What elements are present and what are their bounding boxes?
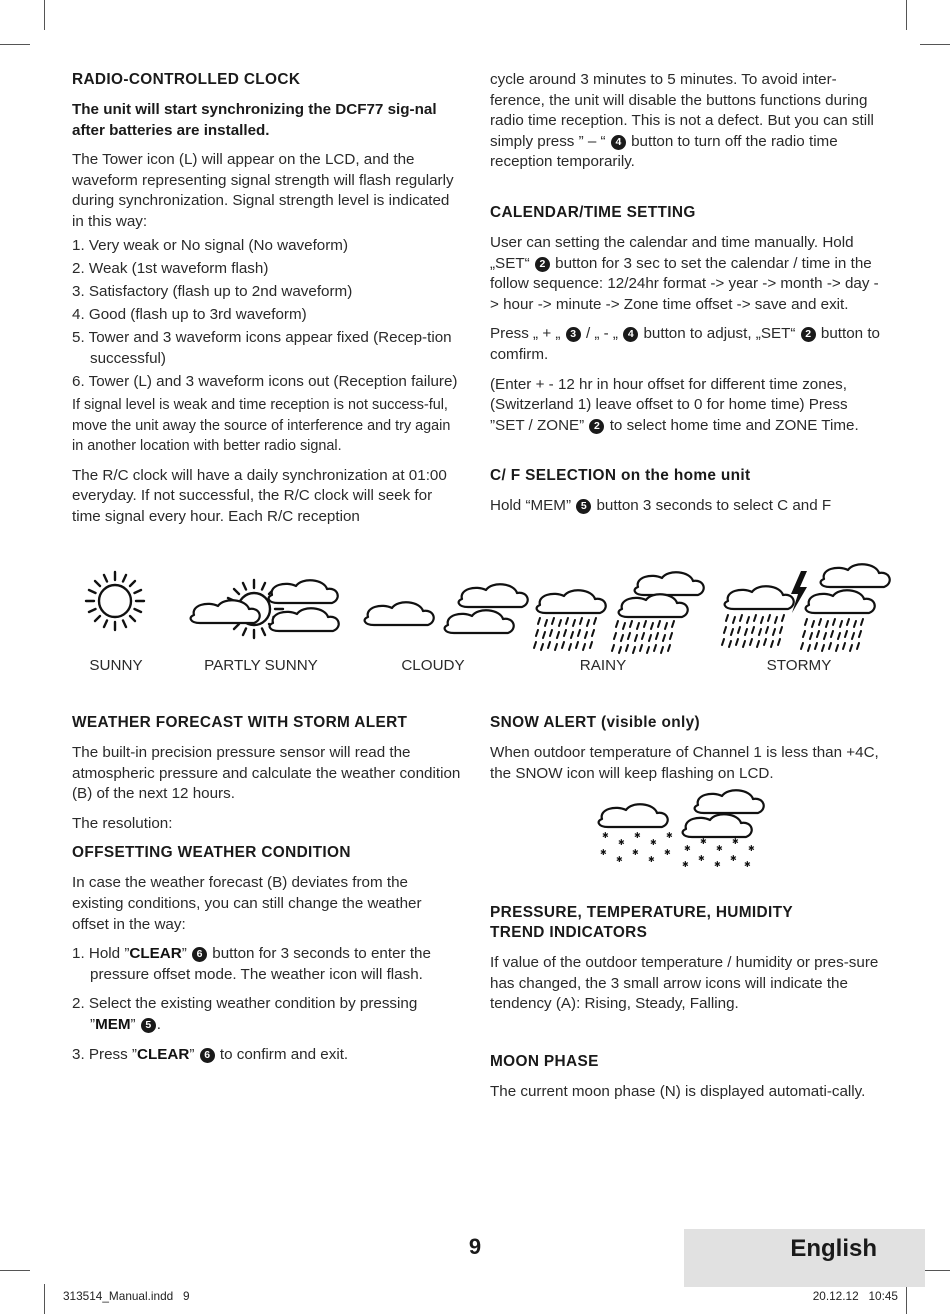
svg-text:✱: ✱ xyxy=(650,838,657,848)
radio-clock-heading: RADIO-CONTROLLED CLOCK xyxy=(72,71,301,88)
button-2-badge: 2 xyxy=(535,257,550,272)
trend-text: If value of the outdoor temperature / humidity or pres-sure has changed, the 3 small arrow icons will indicate the tendency (A): Rising, Steady, Falling. xyxy=(490,954,879,1013)
list-item: 2. Weak (1st waveform flash) xyxy=(72,259,269,277)
svg-text:✱: ✱ xyxy=(682,860,689,870)
forecast-p1: The built-in precision pressure sensor will read the atmospheric pressure and calculate the weather condition (B) of the next 12 hours. xyxy=(72,744,461,803)
snow-heading: SNOW ALERT (visible only) xyxy=(490,714,700,731)
moon-heading: MOON PHASE xyxy=(490,1052,599,1070)
svg-text:✱: ✱ xyxy=(634,831,641,841)
crop-mark xyxy=(920,44,950,45)
list-item: 3. Press ”CLEAR” 6 to confirm and exit. xyxy=(72,1045,349,1063)
continued-text: cycle around 3 minutes to 5 minutes. To avoid inter-ference, the unit will disable the buttons functions during radio time reception. This is not a defect. But you can still simply press ” – “ xyxy=(490,71,874,150)
svg-text:✱: ✱ xyxy=(748,844,755,854)
language-label: English xyxy=(790,1235,877,1262)
crop-mark xyxy=(0,44,30,45)
weather-label-cloudy: CLOUDY xyxy=(401,657,465,674)
svg-text:✱: ✱ xyxy=(616,855,623,865)
calendar-p2 xyxy=(490,324,880,365)
calendar-text: / „ - „ xyxy=(585,325,618,343)
right-top-column xyxy=(490,70,880,526)
svg-text:✱: ✱ xyxy=(666,831,673,841)
button-3-badge: 3 xyxy=(566,327,581,342)
calendar-text: to select home time and ZONE Time. xyxy=(609,416,859,434)
date-slug: 20.12.12 10:45 xyxy=(812,1289,898,1303)
weather-label-partly-sunny: PARTLY SUNNY xyxy=(204,657,318,674)
cloudy-icon xyxy=(365,584,528,633)
svg-text:✱: ✱ xyxy=(602,831,609,841)
calendar-p1 xyxy=(490,233,880,315)
crop-mark xyxy=(44,0,45,30)
snow-icon: ✱ ✱✱✱✱✱ ✱✱✱✱✱ ✱✱✱✱✱ ✱✱✱✱✱ xyxy=(490,793,880,875)
list-item: 5. Tower and 3 waveform icons appear fixed (Recep-tion successful) xyxy=(72,329,452,367)
weather-label-sunny: SUNNY xyxy=(89,657,143,674)
weak-signal-note: If signal level is weak and time reception is not success-ful, move the unit away the source of interference and try again in another location with better radio signal. xyxy=(72,397,451,455)
offset-intro: In case the weather forecast (B) deviates from the existing conditions, you can still change the weather offset in the way: xyxy=(72,874,422,933)
stormy-icon xyxy=(722,564,890,651)
svg-text:✱: ✱ xyxy=(700,837,707,847)
sunny-icon xyxy=(86,572,144,630)
weather-label-rainy: RAINY xyxy=(579,657,627,674)
radio-clock-section xyxy=(72,70,462,537)
list-item: 3. Satisfactory (flash up to 2nd waveform) xyxy=(72,282,353,300)
button-5-badge: 5 xyxy=(141,1018,156,1033)
list-item: 2. Select the existing weather condition by pressing ”MEM” 5 . xyxy=(72,995,418,1033)
list-item: 6. Tower (L) and 3 waveform icons out (Reception failure) xyxy=(72,373,458,391)
svg-text:✱: ✱ xyxy=(714,860,721,870)
crop-mark xyxy=(906,0,907,30)
button-6-badge: 6 xyxy=(192,947,207,962)
svg-text:✱: ✱ xyxy=(618,838,625,848)
language-tab xyxy=(684,1229,925,1287)
crop-mark xyxy=(0,1270,30,1271)
svg-text:✱: ✱ xyxy=(716,844,723,854)
button-6-badge: 6 xyxy=(200,1048,215,1063)
calendar-text: button for 3 sec to set the calendar / time in the follow sequence: 12/24hr format -> year -> month -> day -> hour -> minute -> Zone time offset -> save and exit. xyxy=(490,254,879,313)
svg-text:✱: ✱ xyxy=(684,844,691,854)
cf-text xyxy=(490,496,880,517)
forecast-heading: WEATHER FORECAST WITH STORM ALERT xyxy=(72,714,408,731)
calendar-text: Press „ + „ xyxy=(490,325,561,343)
radio-clock-intro-bold: The unit will start synchronizing the DCF77 sig-nal after batteries are installed. xyxy=(72,101,437,139)
button-2-badge: 2 xyxy=(589,419,604,434)
svg-text:✱: ✱ xyxy=(732,837,739,847)
snow-text: When outdoor temperature of Channel 1 is less than +4C, the SNOW icon will keep flashing on LCD. xyxy=(490,744,879,782)
calendar-heading: CALENDAR/TIME SETTING xyxy=(490,203,696,221)
svg-text:✱: ✱ xyxy=(744,860,751,870)
weather-label-stormy: STORMY xyxy=(766,657,832,674)
calendar-text: button to adjust, „SET“ xyxy=(643,325,796,343)
button-5-badge: 5 xyxy=(576,499,591,514)
rainy-icon xyxy=(534,572,704,653)
trend-heading: PRESSURE, TEMPERATURE, HUMIDITY TREND INDICATORS xyxy=(490,904,794,942)
svg-text:✱: ✱ xyxy=(698,854,705,864)
offset-steps xyxy=(72,944,462,1065)
crop-mark xyxy=(906,1284,907,1314)
cf-text-part: button 3 seconds to select C and F xyxy=(596,497,832,515)
svg-text:✱: ✱ xyxy=(664,848,671,858)
moon-text: The current moon phase (N) is displayed automati-cally. xyxy=(490,1082,866,1100)
calendar-text: User can setting the calendar and time manually. Hold „SET“ xyxy=(490,233,854,272)
svg-text:✱: ✱ xyxy=(648,855,655,865)
signal-level-list xyxy=(72,236,462,393)
button-2-badge: 2 xyxy=(801,327,816,342)
partly-sunny-icon xyxy=(191,580,339,638)
cf-heading: C/ F SELECTION on the home unit xyxy=(490,467,751,485)
offset-heading: OFFSETTING WEATHER CONDITION xyxy=(72,844,351,862)
calendar-text: (Enter + - 12 hr in hour offset for different time zones, (Switzerland 1) leave offset to 0 for home time) Press ”SET / ZONE” xyxy=(490,375,848,434)
svg-text:✱: ✱ xyxy=(600,848,607,858)
calendar-text: button to comfirm. xyxy=(490,325,881,363)
list-item: 4. Good (flash up to 3rd waveform) xyxy=(72,306,307,324)
calendar-p3 xyxy=(490,375,880,437)
radio-clock-continued xyxy=(490,70,880,173)
forecast-section xyxy=(72,713,462,1074)
cf-text-part: Hold “MEM” xyxy=(490,497,572,515)
button-4-badge: 4 xyxy=(611,135,626,150)
forecast-p2: The resolution: xyxy=(72,814,173,832)
radio-clock-intro: The Tower icon (L) will appear on the LCD, and the waveform representing signal strength will flash regularly during synchronization. Signal strength level is indicated in this way: xyxy=(72,151,454,230)
file-slug: 313514_Manual.indd 9 xyxy=(63,1289,190,1303)
svg-text:✱: ✱ xyxy=(632,848,639,858)
daily-sync-text: The R/C clock will have a daily synchronization at 01:00 everyday. If not successful, the R/C clock will seek for time signal every hour. Each R/C reception xyxy=(72,466,447,525)
continued-text: button to turn off the radio time reception temporarily. xyxy=(490,132,838,171)
button-4-badge: 4 xyxy=(623,327,638,342)
list-item: 1. Very weak or No signal (No waveform) xyxy=(72,236,349,254)
page-number: 9 xyxy=(468,1234,482,1259)
crop-mark xyxy=(44,1284,45,1314)
svg-text:✱: ✱ xyxy=(730,854,737,864)
list-item: 1. Hold ”CLEAR” 6 button for 3 seconds to enter the pressure offset mode. The weather icon will flash. xyxy=(72,945,431,983)
right-bottom-column xyxy=(490,713,880,1112)
